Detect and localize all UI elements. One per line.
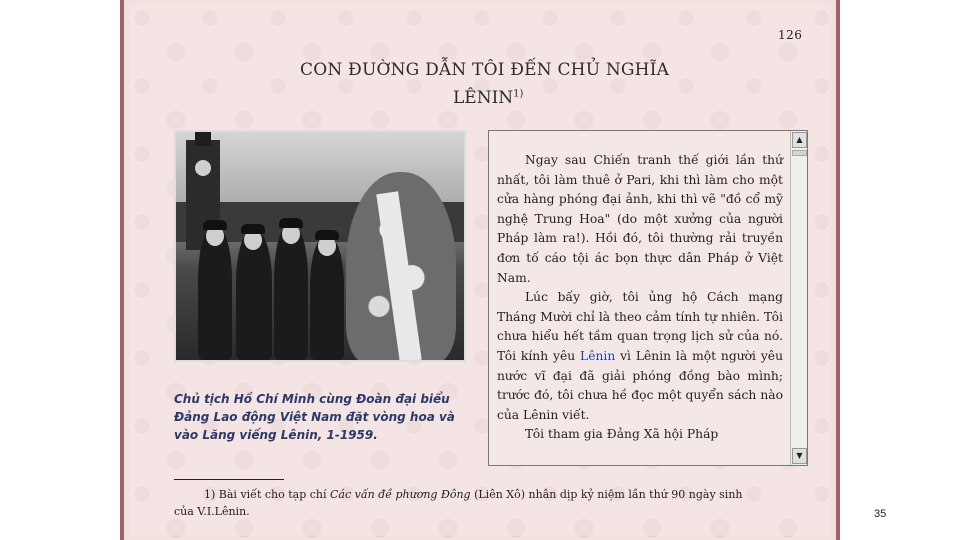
historical-photo [174,130,466,362]
photo-hat [203,220,227,230]
vertical-scrollbar[interactable] [790,131,807,465]
footnote [174,486,814,520]
article-scroll-box[interactable] [488,130,808,466]
footnote-journal: Các vấn đề phương Đông [330,488,471,501]
title-footnote-mark: 1) [513,88,524,100]
article-paragraph-3: Tôi tham gia Đảng Xã hội Pháp [525,427,719,442]
photo-person [274,226,308,360]
page-number: 126 [778,28,803,42]
footnote-divider [174,479,284,480]
photo-caption: Chủ tịch Hồ Chí Minh cùng Đoàn đại biểu Đảng Lao động Việt Nam đặt vòng hoa và vào Lăng viếng Lênin, 1-1959. [174,392,455,442]
footnote-line2: của V.I.Lênin. [174,505,250,518]
scroll-down-icon[interactable]: ▼ [792,448,807,464]
p2-after: vì Lênin là một người yêu nước vĩ đại đã giải phóng đồng bào mình; trước đó, tôi chưa hề đọc một quyển sách nào của Lênin viết. [497,348,783,422]
footnote-suffix: (Liên Xô) nhân dịp kỷ niệm lần thứ 90 ngày sinh [470,488,743,501]
footnote-prefix: 1) Bài viết cho tạp chí [204,488,331,501]
article-paragraph-2 [497,288,783,425]
photo-hat [241,224,265,234]
page-title-line1: CON ĐUỜNG DẪN TÔI ĐẾN CHỦ NGHĨA [300,60,670,80]
photo-clock [195,160,211,176]
photo-person [310,238,344,360]
p2-before: Lúc bấy giờ, tôi ủng hộ Cách mạng Tháng Mười chỉ là theo cảm tính tự nhiên. Tôi chưa hiểu hết tầm quan trọng lịch sử của nó. Tôi kính yêu [497,290,783,363]
footnote-line1 [174,486,814,503]
photo-hat [315,230,339,240]
scroll-thumb[interactable] [792,150,807,156]
scroll-up-icon[interactable]: ▲ [792,132,807,148]
photo-person [236,232,272,360]
lenin-link[interactable]: Lênin [580,348,616,363]
photo-person [198,228,232,360]
slide-number: 35 [874,508,887,520]
article-paragraph-1: Ngay sau Chiến tranh thế giới lần thứ nhất, tôi làm thuê ở Pari, khi thì làm cho một cửa hàng phóng đại ảnh, khi thì vẽ "đồ cổ mỹ nghệ Trung Hoa" (do một xưởng của người Pháp làm ra!). Hồi đó, tôi thường rải truyền đơn tố cáo tội ác bọn thực dân Pháp ở Việt Nam. [497,153,783,285]
page-title-line2 [453,88,523,108]
title-word: LÊNIN [453,88,514,108]
photo-hat [279,218,303,228]
article-text [489,131,789,465]
page-inner [130,4,830,536]
book-page [120,0,840,540]
